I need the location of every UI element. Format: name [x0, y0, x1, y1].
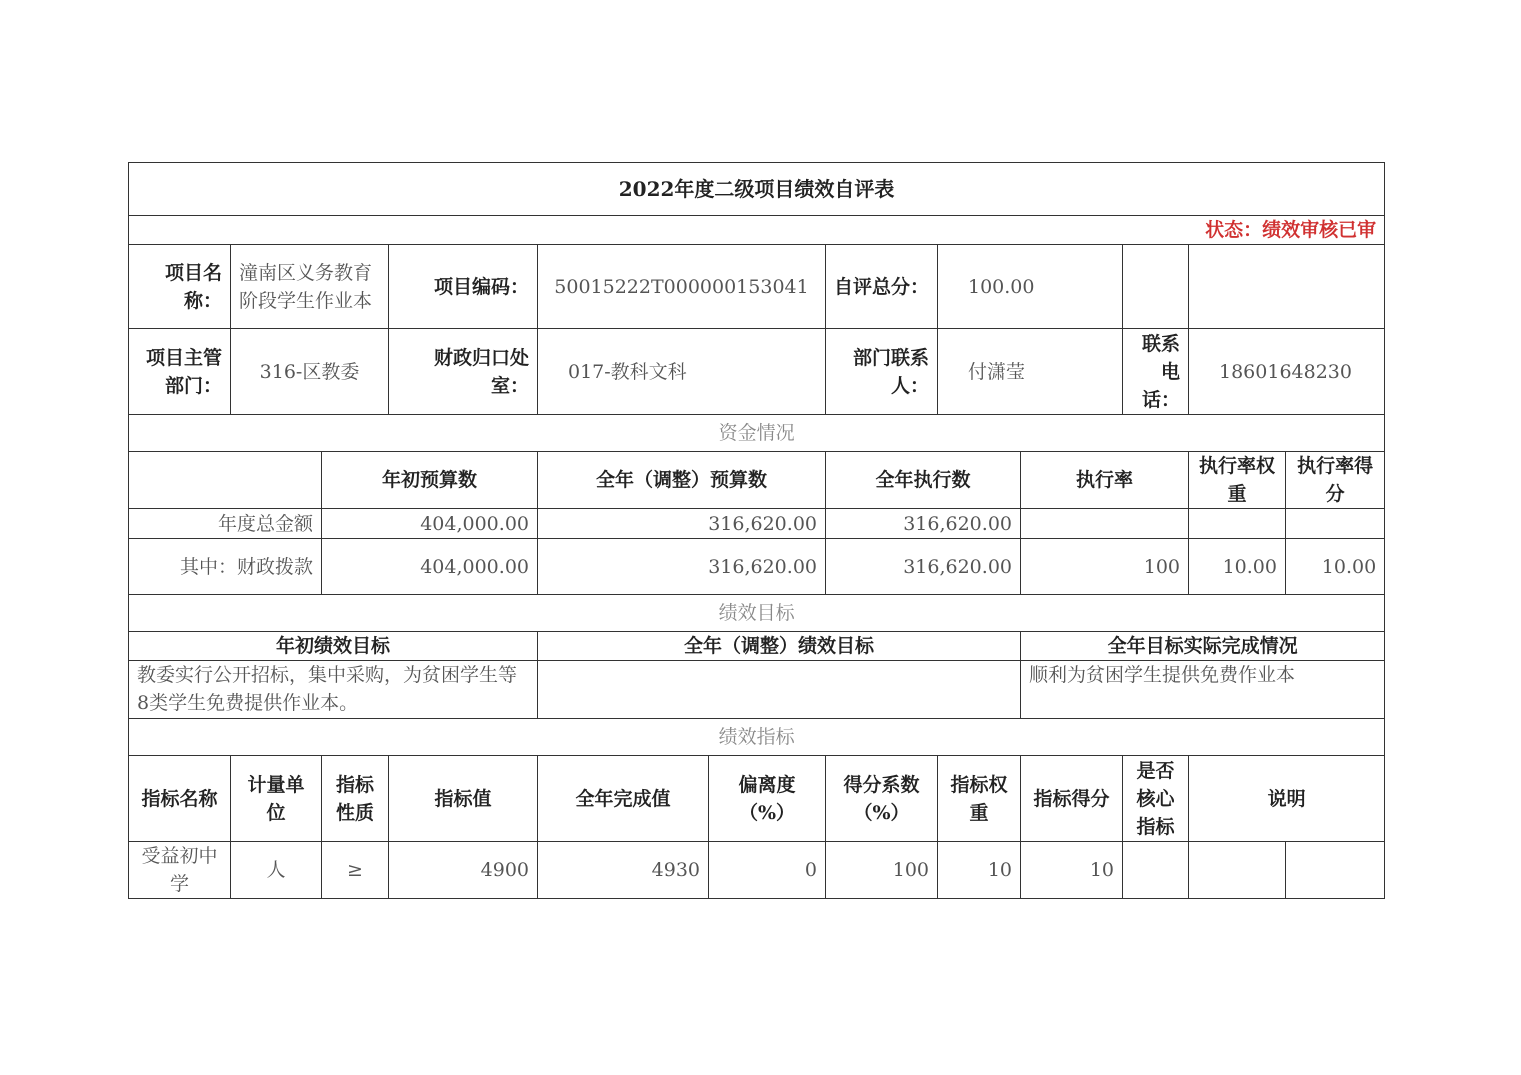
- funds-cell: 316,620.00: [826, 539, 1021, 595]
- contact-value: 付潇莹: [938, 329, 1123, 415]
- funds-cell: [1286, 509, 1385, 539]
- project-name-value: 潼南区义务教育阶段学生作业本: [231, 245, 389, 329]
- funds-header: 执行率得分: [1286, 452, 1385, 509]
- project-code-value: 50015222T000000153041: [538, 245, 826, 329]
- indicator-header: 说明: [1189, 756, 1385, 842]
- indicator-coef: 100: [826, 842, 938, 899]
- indicator-header: 指标得分: [1021, 756, 1123, 842]
- score-label: 自评总分：: [826, 245, 938, 329]
- dept-value: 316-区教委: [231, 329, 389, 415]
- funds-row-label: 其中：财政拨款: [129, 539, 322, 595]
- goals-header: 全年（调整）绩效目标: [538, 632, 1021, 661]
- indicator-core: [1123, 842, 1189, 899]
- indicator-header: 指标名称: [129, 756, 231, 842]
- section-funds: 资金情况: [129, 415, 1385, 452]
- goals-header: 全年目标实际完成情况: [1021, 632, 1385, 661]
- table-row: [129, 539, 1385, 595]
- funds-cell: [1021, 509, 1189, 539]
- phone-value: 18601648230: [1189, 329, 1385, 415]
- indicator-header: 指标权重: [938, 756, 1021, 842]
- indicator-header: 是否核心指标: [1123, 756, 1189, 842]
- performance-table: [128, 162, 1385, 899]
- indicator-name: 受益初中学: [129, 842, 231, 899]
- section-indicators: 绩效指标: [129, 719, 1385, 756]
- funds-header: 全年执行数: [826, 452, 1021, 509]
- goal-initial: 教委实行公开招标，集中采购，为贫困学生等8类学生免费提供作业本。: [129, 661, 538, 719]
- indicator-deviation: 0: [709, 842, 826, 899]
- indicator-nature: ≥: [322, 842, 389, 899]
- empty-cell: [1123, 245, 1189, 329]
- indicator-note: [1189, 842, 1286, 899]
- indicator-header: 全年完成值: [538, 756, 709, 842]
- indicator-header: 得分系数（%）: [826, 756, 938, 842]
- project-code-label: 项目编码：: [389, 245, 538, 329]
- indicator-weight: 10: [938, 842, 1021, 899]
- finance-label: 财政归口处室：: [389, 329, 538, 415]
- section-goals: 绩效目标: [129, 595, 1385, 632]
- goals-header: 年初绩效目标: [129, 632, 538, 661]
- funds-cell: 316,620.00: [538, 509, 826, 539]
- funds-header: 执行率: [1021, 452, 1189, 509]
- indicator-actual: 4930: [538, 842, 709, 899]
- funds-cell: 100: [1021, 539, 1189, 595]
- empty-cell: [129, 452, 322, 509]
- funds-cell: [1189, 509, 1286, 539]
- funds-row-label: 年度总金额: [129, 509, 322, 539]
- indicator-header: 计量单位: [231, 756, 322, 842]
- funds-cell: 10.00: [1189, 539, 1286, 595]
- contact-label: 部门联系人：: [826, 329, 938, 415]
- funds-header: 执行率权重: [1189, 452, 1286, 509]
- indicator-unit: 人: [231, 842, 322, 899]
- indicator-value: 4900: [389, 842, 538, 899]
- score-value: 100.00: [938, 245, 1123, 329]
- project-name-label: 项目名称：: [129, 245, 231, 329]
- indicator-header: 指标值: [389, 756, 538, 842]
- table-row: [129, 509, 1385, 539]
- funds-cell: 404,000.00: [322, 509, 538, 539]
- finance-value: 017-教科文科: [538, 329, 826, 415]
- funds-cell: 316,620.00: [826, 509, 1021, 539]
- empty-cell: [1189, 245, 1385, 329]
- goal-adjusted: [538, 661, 1021, 719]
- table-row: [129, 842, 1385, 899]
- status-badge: 状态：绩效审核已审: [129, 216, 1385, 245]
- page-title: 2022年度二级项目绩效自评表: [129, 163, 1385, 216]
- phone-label: 联系电话：: [1123, 329, 1189, 415]
- indicator-score: 10: [1021, 842, 1123, 899]
- funds-cell: 404,000.00: [322, 539, 538, 595]
- dept-label: 项目主管部门：: [129, 329, 231, 415]
- goal-actual: 顺利为贫困学生提供免费作业本: [1021, 661, 1385, 719]
- indicator-header: 偏离度（%）: [709, 756, 826, 842]
- funds-header: 全年（调整）预算数: [538, 452, 826, 509]
- funds-cell: 316,620.00: [538, 539, 826, 595]
- funds-cell: 10.00: [1286, 539, 1385, 595]
- funds-header: 年初预算数: [322, 452, 538, 509]
- indicator-header: 指标性质: [322, 756, 389, 842]
- empty-cell: [1286, 842, 1385, 899]
